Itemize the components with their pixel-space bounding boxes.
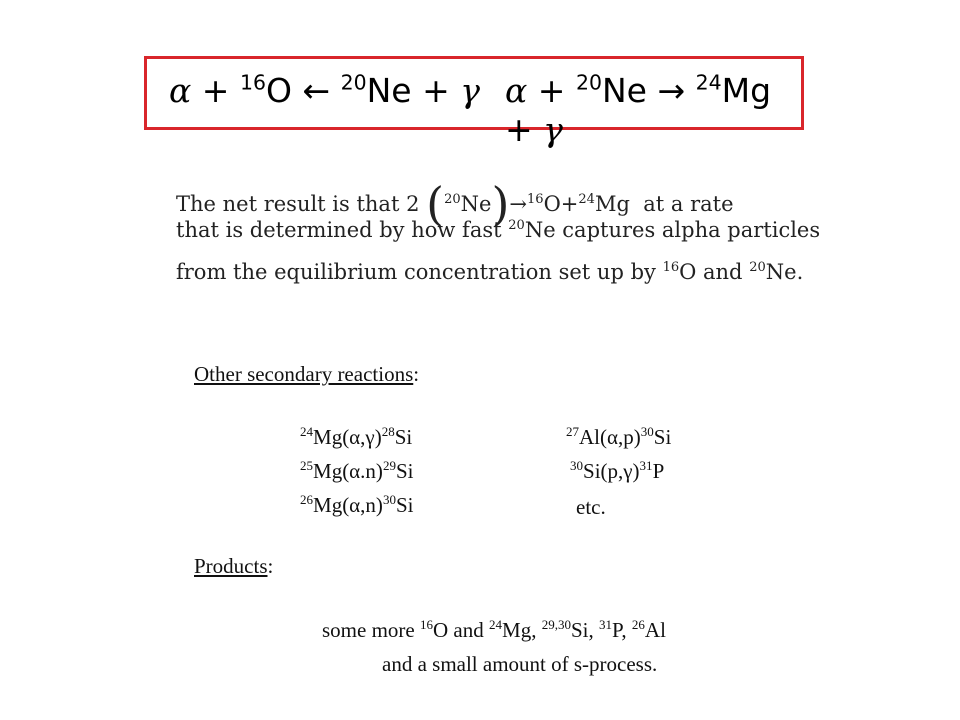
mass-number: 30 [640,423,654,439]
colon: : [267,554,274,578]
text: Ne. [765,260,804,284]
equation-right [505,71,801,149]
plus-sign: + [505,110,533,149]
reaction-etc [576,495,606,520]
element-symbol: Si [653,425,672,449]
mass-number: 31 [639,457,653,473]
reaction-text: Mg(α,n) [313,493,383,517]
mass-number: 20 [749,259,766,275]
element-symbol: Si [395,459,414,483]
element-symbol: Si [394,425,413,449]
mass-number: 28 [381,423,395,439]
text: Ne captures alpha particles [524,218,821,242]
right-arrow: → [509,192,528,216]
reaction-text: Mg(α,γ) [313,425,382,449]
text: at a rate [643,192,734,216]
mass-number: 25 [300,457,314,473]
text: The net result is that 2 [176,192,420,216]
mass-number: 24 [578,191,595,207]
mass-number: 16 [662,259,680,275]
text: Si, [571,618,600,642]
element-symbol: Si [395,493,414,517]
heading-text: Products [194,554,268,578]
plus-sign: + [422,71,450,110]
mass-number: 26 [300,491,314,507]
element-symbol: O+ [543,192,579,216]
secondary-heading [194,362,419,387]
mass-number: 16 [239,70,266,95]
text: and a small amount of s-process. [382,652,658,676]
text: Mg, [502,618,542,642]
equations-box [144,56,804,149]
element-symbol: O [265,71,292,110]
element-symbol: P [652,459,665,483]
mass-number: 31 [599,616,613,632]
gamma-symbol: γ [460,71,481,110]
mass-number: 29 [382,457,396,473]
mass-number: 29,30 [541,616,571,632]
open-paren: ( [426,177,445,231]
close-paren: ) [491,177,510,231]
net-result-line-3 [176,260,803,284]
text: some more [322,618,420,642]
reaction-text: Mg(α.n) [313,459,383,483]
mass-number: 20 [575,70,602,95]
reaction-text: Al(α,p) [579,425,641,449]
mass-number: 24 [695,70,722,95]
alpha-symbol: α [169,71,192,110]
mass-number: 30 [570,457,584,473]
gamma-symbol: γ [543,110,563,149]
element-symbol: Ne [601,71,647,110]
mass-number: 16 [419,616,433,632]
etc-text: etc. [576,495,606,519]
mass-number: 20 [340,70,367,95]
text: that is determined by how fast [176,218,502,242]
alpha-symbol: α [505,71,528,110]
products-line-2 [382,652,657,677]
colon: : [413,362,420,386]
element-symbol: Ne [366,71,412,110]
products-heading [194,554,273,579]
reaction-right-2 [570,459,664,484]
products-line-1 [322,618,666,643]
reaction-left-1 [300,425,412,450]
mass-number: 20 [444,191,461,207]
text: P, [612,618,632,642]
element-symbol: Mg [594,192,630,216]
heading-text: Other secondary reactions [194,362,414,386]
element-symbol: Ne [460,192,492,216]
net-result-line-2 [176,218,820,242]
text: O and [679,260,743,284]
mass-number: 24 [489,616,503,632]
reaction-right-1 [566,425,671,450]
plus-sign: + [201,71,230,110]
mass-number: 30 [382,491,396,507]
plus-sign: + [537,71,566,110]
text: Al [644,618,666,642]
mass-number: 24 [300,423,314,439]
text: from the equilibrium concentration set up by [176,260,656,284]
mass-number: 27 [566,423,580,439]
text: O and [433,618,489,642]
reaction-left-3 [300,493,413,518]
element-symbol: Mg [721,71,772,110]
reaction-text: Si(p,γ) [583,459,640,483]
mass-number: 26 [631,616,645,632]
equation-left [169,71,480,110]
mass-number: 20 [508,217,525,233]
mass-number: 16 [527,191,544,207]
reaction-left-2 [300,459,413,484]
right-arrow: → [657,71,686,110]
left-arrow: ← [302,71,331,110]
